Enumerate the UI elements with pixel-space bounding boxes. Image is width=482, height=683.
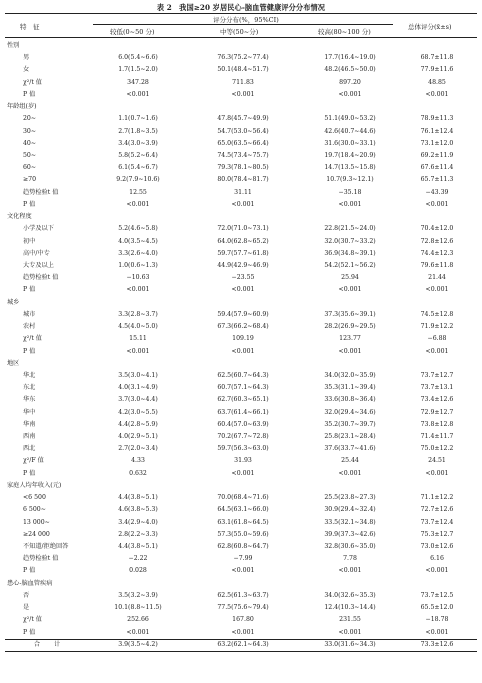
row-value-c2: 59.4(57.9~60.9): [217, 310, 269, 318]
table-row: [5, 199, 477, 211]
row-label: 家庭人均年收入(元): [7, 481, 62, 489]
row-value-c2: <0.001: [231, 90, 255, 98]
row-value-c3: 25.94: [341, 274, 359, 282]
row-value-c4: 73.4±12.6: [420, 396, 454, 404]
row-value-c4: 75.0±12.2: [420, 445, 454, 453]
table-row: [5, 590, 477, 602]
table-row: [5, 126, 477, 138]
table-title: 表 2 我国≥20 岁居民心-脑血管健康评分分布情况: [156, 3, 326, 12]
row-value-c3: 32.8(30.6~35.0): [324, 543, 376, 551]
row-label: 城乡: [7, 298, 20, 306]
row-value-c1: 1.7(1.5~2.0): [118, 66, 158, 74]
row-label: 趋势检验t 值: [23, 555, 59, 563]
row-value-c2: 72.0(71.0~73.1): [217, 225, 269, 233]
row-value-c2: 64.0(62.8~65.2): [217, 237, 269, 245]
row-label: 13 000~: [23, 518, 50, 526]
row-label: P 值: [23, 90, 36, 98]
row-label: 趋势检验t 值: [23, 188, 59, 196]
row-value-c2: 31.93: [234, 457, 252, 465]
row-value-c1: 10.1(8.8~11.5): [114, 604, 162, 612]
row-value-c4: 24.51: [428, 457, 446, 465]
row-value-c2: 80.0(78.4~81.7): [217, 176, 269, 184]
row-value-c1: 3.4(3.0~3.9): [118, 139, 158, 147]
header-col-low: 较低(0~50 分): [110, 28, 155, 36]
row-label: 30~: [23, 127, 37, 135]
row-value-c4: 69.2±11.9: [420, 151, 454, 159]
row-value-c1: 3.5(3.2~3.9): [118, 591, 158, 599]
row-value-c3: 25.5(23.8~27.3): [324, 494, 376, 502]
row-value-c2: 65.0(63.5~66.4): [217, 139, 269, 147]
row-label: 华中: [23, 408, 36, 416]
row-label: χ²/t 值: [23, 616, 42, 624]
row-value-c4: 68.7±11.8: [420, 54, 454, 62]
row-value-c1: 9.2(7.9~10.6): [116, 176, 160, 184]
row-label: 西北: [23, 445, 36, 453]
row-value-c4: −18.78: [425, 616, 449, 624]
row-value-c3: 25.8(23.1~28.4): [324, 433, 376, 441]
header-feature: 特 征: [20, 23, 40, 31]
row-value-c3: <0.001: [338, 469, 362, 477]
section-header-row: [5, 358, 477, 370]
row-value-c1: 2.7(2.0~3.4): [118, 445, 158, 453]
row-value-c4: 70.4±12.0: [420, 225, 454, 233]
section-header-row: [5, 101, 477, 113]
header-col-high: 较高(80~100 分): [318, 28, 371, 36]
row-value-c1: 0.632: [129, 469, 147, 477]
row-label: χ²/t 值: [23, 335, 42, 343]
table-row: [5, 602, 477, 614]
table-row: [5, 565, 477, 577]
row-value-c4: 72.8±12.6: [420, 237, 454, 245]
row-value-c2: 70.2(67.7~72.8): [217, 433, 269, 441]
row-label: 初中: [23, 237, 36, 245]
row-value-c2: 64.5(63.1~66.0): [217, 506, 269, 514]
row-value-c3: <0.001: [338, 347, 362, 355]
row-label: 女: [23, 66, 30, 74]
row-label: 城市: [23, 310, 36, 318]
row-value-c3: 25.44: [341, 457, 359, 465]
row-value-c4: 6.16: [430, 555, 444, 563]
row-value-c2: 59.7(57.7~61.8): [217, 249, 269, 257]
row-label: 大专及以上: [23, 261, 54, 269]
table-row: [5, 370, 477, 382]
row-value-c4: 78.9±11.3: [420, 115, 454, 123]
row-value-c1: 4.0(3.1~4.9): [118, 384, 158, 392]
section-header-row: [5, 40, 477, 52]
row-value-c4: <0.001: [425, 200, 449, 208]
row-value-c2: 74.5(73.4~75.7): [217, 151, 269, 159]
row-value-c4: 67.6±11.4: [420, 164, 454, 172]
row-label: ≥70: [23, 176, 37, 184]
table-row: [5, 455, 477, 467]
row-value-c2: <0.001: [231, 628, 255, 636]
row-value-c4: 73.7±13.1: [420, 384, 454, 392]
row-value-c1: 4.4(3.8~5.1): [118, 494, 158, 502]
group-rule: [93, 24, 393, 25]
row-value-c4: 75.3±12.7: [420, 530, 454, 538]
table-row: [5, 382, 477, 394]
row-value-c4: 79.6±11.8: [420, 261, 454, 269]
row-value-c1: 252.66: [127, 616, 149, 624]
row-label: χ²/t 值: [23, 78, 42, 86]
row-value-c1: 5.8(5.2~6.4): [118, 151, 158, 159]
row-label: 20~: [23, 115, 37, 123]
table-row: [5, 260, 477, 272]
header-bottom-rule: [5, 37, 477, 38]
table-row: [5, 174, 477, 186]
row-label: 东北: [23, 384, 36, 392]
row-value-c3: 39.9(37.3~42.6): [324, 530, 376, 538]
row-value-c2: 63.2(62.1~64.3): [217, 640, 269, 648]
row-value-c2: 79.3(78.1~80.5): [217, 164, 269, 172]
row-value-c2: 77.5(75.6~79.4): [217, 604, 269, 612]
table-row: [5, 248, 477, 260]
row-value-c1: 6.0(5.4~6.6): [118, 54, 158, 62]
row-value-c1: 4.4(3.8~5.1): [118, 543, 158, 551]
table-row: [5, 64, 477, 76]
row-value-c1: <0.001: [126, 347, 150, 355]
row-value-c1: 3.3(2.6~4.0): [118, 249, 158, 257]
row-value-c1: 347.28: [127, 78, 149, 86]
row-value-c3: 35.3(31.1~39.4): [324, 384, 376, 392]
section-header-row: [5, 297, 477, 309]
row-value-c2: 167.80: [232, 616, 254, 624]
table-row: [5, 529, 477, 541]
row-value-c1: 2.8(2.2~3.3): [118, 530, 158, 538]
row-label: 趋势检验t 值: [23, 274, 59, 282]
row-value-c1: 4.4(2.8~5.9): [118, 420, 158, 428]
row-value-c2: 70.0(68.4~71.6): [217, 494, 269, 502]
row-value-c3: 17.7(16.4~19.0): [324, 54, 376, 62]
row-label: 合 计: [33, 640, 67, 648]
row-value-c1: −10.63: [126, 274, 150, 282]
row-value-c4: −43.39: [425, 188, 449, 196]
row-value-c2: 50.1(48.4~51.7): [217, 66, 269, 74]
row-value-c3: 31.6(30.0~33.1): [324, 139, 376, 147]
row-value-c3: 33.0(31.6~34.3): [324, 640, 376, 648]
row-label: P 值: [23, 200, 36, 208]
row-value-c4: 76.1±12.4: [420, 127, 454, 135]
row-value-c4: 73.7±12.4: [420, 518, 454, 526]
table-row: [5, 517, 477, 529]
table-row: [5, 236, 477, 248]
row-value-c1: 4.0(3.5~4.5): [118, 237, 158, 245]
row-value-c3: −35.18: [338, 188, 362, 196]
row-value-c3: 51.1(49.0~53.2): [324, 115, 376, 123]
row-value-c1: 3.4(2.9~4.0): [118, 518, 158, 526]
section-header-row: [5, 211, 477, 223]
row-value-c1: 15.11: [129, 335, 147, 343]
row-label: P 值: [23, 628, 36, 636]
table-row: [5, 468, 477, 480]
row-label: 40~: [23, 139, 37, 147]
row-value-c4: 73.0±12.6: [420, 543, 454, 551]
row-value-c3: 28.2(26.9~29.5): [324, 323, 376, 331]
row-value-c1: 2.7(1.8~3.5): [118, 127, 158, 135]
row-value-c4: <0.001: [425, 628, 449, 636]
row-value-c4: 74.5±12.8: [420, 310, 454, 318]
row-label: P 值: [23, 347, 36, 355]
row-value-c2: <0.001: [231, 286, 255, 294]
row-value-c1: 6.1(5.4~6.7): [118, 164, 158, 172]
table-row: [5, 614, 477, 626]
row-label: 高中/中专: [23, 249, 50, 257]
row-value-c3: 231.55: [339, 616, 361, 624]
row-value-c3: 19.7(18.4~20.9): [324, 151, 376, 159]
table-row: [5, 284, 477, 296]
row-value-c4: 72.9±12.7: [420, 408, 454, 416]
row-label: 华北: [23, 371, 36, 379]
row-label: 西南: [23, 433, 36, 441]
row-value-c4: 71.1±12.2: [420, 494, 454, 502]
table-row: [5, 272, 477, 284]
row-value-c2: 47.8(45.7~49.9): [217, 115, 269, 123]
header-col-overall: 总体评分(x̄±s): [408, 23, 452, 31]
row-value-c2: 711.83: [232, 78, 254, 86]
row-value-c4: 73.3±12.6: [420, 640, 454, 648]
row-value-c1: <0.001: [126, 628, 150, 636]
row-value-c2: 76.3(75.2~77.4): [217, 54, 269, 62]
row-value-c1: <0.001: [126, 90, 150, 98]
row-label: 文化程度: [7, 213, 32, 221]
row-value-c4: 48.85: [428, 78, 446, 86]
row-value-c3: 54.2(52.1~56.2): [324, 261, 376, 269]
row-value-c2: 62.5(61.3~63.7): [217, 591, 269, 599]
row-value-c2: 60.7(57.1~64.3): [217, 384, 269, 392]
row-value-c1: 3.7(3.0~4.4): [118, 396, 158, 404]
row-value-c2: 62.5(60.7~64.3): [217, 371, 269, 379]
row-value-c3: <0.001: [338, 628, 362, 636]
row-value-c1: 12.55: [129, 188, 147, 196]
row-value-c1: 1.1(0.7~1.6): [118, 115, 158, 123]
row-value-c3: 123.77: [339, 335, 361, 343]
row-value-c1: 4.0(2.9~5.1): [118, 433, 158, 441]
row-value-c2: −23.55: [231, 274, 255, 282]
row-value-c2: <0.001: [231, 567, 255, 575]
row-value-c1: <0.001: [126, 286, 150, 294]
row-value-c3: 42.6(40.7~44.6): [324, 127, 376, 135]
bottom-rule: [5, 651, 477, 652]
row-label: P 值: [23, 286, 36, 294]
row-label: 是: [23, 604, 30, 612]
row-label: 地区: [7, 359, 20, 367]
row-label: 年龄组(岁): [7, 103, 37, 111]
row-value-c1: 3.3(2.8~3.7): [118, 310, 158, 318]
row-label: 华东: [23, 396, 36, 404]
row-value-c2: <0.001: [231, 469, 255, 477]
row-value-c4: 72.7±12.6: [420, 506, 454, 514]
row-value-c3: 33.6(30.8~36.4): [324, 396, 376, 404]
row-label: 6 500~: [23, 506, 46, 514]
row-value-c3: 35.2(30.7~39.7): [324, 420, 376, 428]
row-value-c3: 37.6(33.7~41.6): [324, 445, 376, 453]
row-value-c1: 4.33: [131, 457, 145, 465]
row-label: 患心-脑血管疾病: [7, 579, 53, 587]
row-value-c3: 32.0(30.7~33.2): [324, 237, 376, 245]
row-value-c4: <0.001: [425, 347, 449, 355]
table-row: [5, 150, 477, 162]
row-value-c4: 74.4±12.3: [420, 249, 454, 257]
row-value-c2: <0.001: [231, 347, 255, 355]
row-value-c1: 3.5(3.0~4.1): [118, 371, 158, 379]
table-row: [5, 627, 477, 639]
row-label: 50~: [23, 151, 37, 159]
row-value-c4: 77.9±11.6: [420, 66, 454, 74]
row-value-c2: 63.7(61.4~66.1): [217, 408, 269, 416]
row-label: 性别: [7, 42, 20, 49]
row-value-c3: 14.7(13.5~15.8): [324, 164, 376, 172]
row-value-c2: 57.3(55.0~59.6): [217, 530, 269, 538]
table-row: [5, 162, 477, 174]
row-value-c4: 71.9±12.2: [420, 323, 454, 331]
row-value-c1: 3.9(3.5~4.2): [118, 640, 158, 648]
row-value-c4: 21.44: [428, 274, 446, 282]
row-value-c3: 897.20: [339, 78, 361, 86]
table-row: [5, 52, 477, 64]
table-row: [5, 187, 477, 199]
row-value-c4: 73.1±12.0: [420, 139, 454, 147]
row-value-c2: 59.7(56.3~63.0): [217, 445, 269, 453]
row-value-c3: 34.0(32.6~35.3): [324, 591, 376, 599]
row-value-c1: 4.5(4.0~5.0): [118, 323, 158, 331]
row-value-c3: 10.7(9.3~12.1): [326, 176, 374, 184]
row-value-c2: 62.7(60.3~65.1): [217, 396, 269, 404]
section-header-row: [5, 578, 477, 590]
row-value-c1: −2.22: [128, 555, 148, 563]
row-value-c1: 4.6(3.8~5.3): [118, 506, 158, 514]
row-value-c3: <0.001: [338, 200, 362, 208]
row-value-c3: 36.9(34.8~39.1): [324, 249, 376, 257]
table-row: [5, 407, 477, 419]
row-value-c4: 73.7±12.7: [420, 371, 454, 379]
row-label: 农村: [23, 323, 36, 331]
row-label: 男: [23, 54, 30, 62]
row-value-c1: 4.2(3.0~5.5): [118, 408, 158, 416]
row-value-c1: 5.2(4.6~5.8): [118, 225, 158, 233]
row-value-c1: 1.0(0.6~1.3): [118, 261, 158, 269]
table-row: [5, 394, 477, 406]
table-row: [5, 333, 477, 345]
row-value-c3: 32.0(29.4~34.6): [324, 408, 376, 416]
row-value-c4: 73.8±12.8: [420, 420, 454, 428]
row-value-c3: 37.3(35.6~39.1): [324, 310, 376, 318]
row-label: χ²/F 值: [23, 457, 44, 465]
total-top-rule: [5, 639, 477, 640]
row-value-c4: <0.001: [425, 90, 449, 98]
table-row: [5, 346, 477, 358]
table-row: [5, 77, 477, 89]
row-value-c3: 12.4(10.3~14.4): [324, 604, 376, 612]
total-row: [5, 639, 477, 651]
row-value-c3: <0.001: [338, 90, 362, 98]
table-row: [5, 89, 477, 101]
row-value-c2: 54.7(53.0~56.4): [217, 127, 269, 135]
table-row: [5, 541, 477, 553]
row-value-c4: 65.7±11.3: [420, 176, 454, 184]
row-value-c4: <0.001: [425, 567, 449, 575]
table-row: [5, 553, 477, 565]
row-label: 否: [23, 591, 30, 599]
row-value-c3: 7.78: [343, 555, 357, 563]
row-value-c2: 109.19: [232, 335, 254, 343]
row-value-c2: 60.4(57.0~63.9): [217, 420, 269, 428]
table-row: [5, 492, 477, 504]
row-value-c3: 22.8(21.5~24.0): [324, 225, 376, 233]
row-value-c4: −6.88: [427, 335, 447, 343]
row-label: ≥24 000: [23, 530, 50, 538]
table-row: [5, 309, 477, 321]
row-value-c2: 31.11: [234, 188, 252, 196]
row-label: 华南: [23, 420, 36, 428]
row-value-c3: <0.001: [338, 286, 362, 294]
row-value-c3: <0.001: [338, 567, 362, 575]
row-label: P 值: [23, 567, 36, 575]
row-value-c3: 48.2(46.5~50.0): [324, 66, 376, 74]
table-row: [5, 504, 477, 516]
row-value-c2: <0.001: [231, 200, 255, 208]
row-label: P 值: [23, 469, 36, 477]
table-row: [5, 321, 477, 333]
table-row: [5, 138, 477, 150]
table-row: [5, 113, 477, 125]
header-col-mid: 中等(50~分): [220, 28, 259, 36]
row-label: 不知道/拒绝回答: [23, 543, 69, 551]
row-value-c1: 0.028: [129, 567, 147, 575]
row-value-c4: 73.7±12.5: [420, 591, 454, 599]
row-value-c1: <0.001: [126, 200, 150, 208]
table-row: [5, 431, 477, 443]
row-value-c3: 34.0(32.0~35.9): [324, 371, 376, 379]
table-row: [5, 223, 477, 235]
top-rule: [5, 13, 477, 14]
row-value-c4: 71.4±11.7: [420, 433, 454, 441]
row-value-c2: −7.99: [233, 555, 253, 563]
row-value-c4: 65.5±12.0: [420, 604, 454, 612]
table-row: [5, 419, 477, 431]
row-value-c4: <0.001: [425, 469, 449, 477]
row-value-c2: 62.8(60.8~64.7): [217, 543, 269, 551]
row-value-c2: 67.3(66.2~68.4): [217, 323, 269, 331]
row-value-c2: 63.1(61.8~64.5): [217, 518, 269, 526]
row-label: <6 500: [23, 494, 46, 502]
row-label: 60~: [23, 164, 37, 172]
row-value-c4: <0.001: [425, 286, 449, 294]
header-distribution-group: 评分分布(%，95%CI): [213, 16, 279, 24]
row-value-c2: 44.9(42.9~46.9): [217, 261, 269, 269]
row-value-c3: 33.5(32.1~34.8): [324, 518, 376, 526]
table-row: [5, 443, 477, 455]
row-label: 小学及以下: [23, 225, 54, 233]
section-header-row: [5, 480, 477, 492]
row-value-c3: 30.9(29.4~32.4): [324, 506, 376, 514]
